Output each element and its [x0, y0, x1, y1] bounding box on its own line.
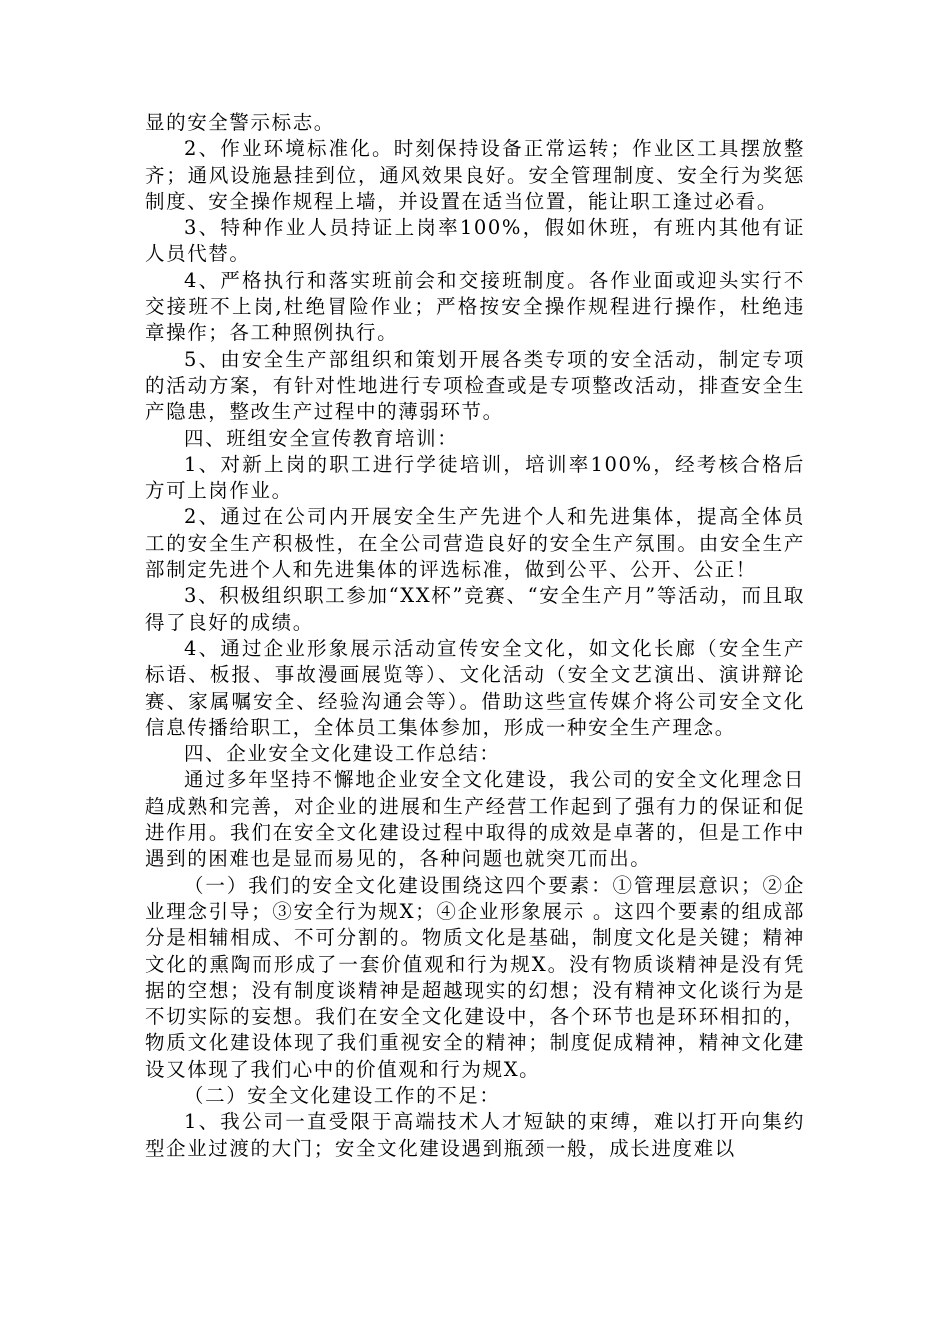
paragraph-work-environment: 2、作业环境标准化。时刻保持设备正常运转；作业区工具摆放整齐；通风设施悬挂到位，通风效果良好。安全管理制度、安全行为奖惩制度、安全操作规程上墙，并设置在适当位置，能让职工逢过必看。 [145, 137, 805, 213]
paragraph-shift-handover: 4、严格执行和落实班前会和交接班制度。各作业面或迎头实行不交接班不上岗,杜绝冒险作业；严格按安全操作规程进行操作，杜绝违章操作；各工种照例执行。 [145, 268, 805, 345]
subheading-shortcomings: （二）安全文化建设工作的不足： [184, 1083, 501, 1107]
paragraph-summary-intro: 通过多年坚持不懈地企业安全文化建设，我公司的安全文化理念日趋成熟和完善，对企业的进展和生产经营工作起到了强有力的保证和促进作用。我们在安全文化建设过程中取得的成效是卓著的，但是工作中遇到的困难也是显而易见的，各种问题也就突兀而出。 [145, 768, 805, 871]
paragraph-special-operators: 3、特种作业人员持证上岗率100%，假如休班，有班内其他有证人员代替。 [145, 216, 805, 266]
paragraph-talent-shortage: 1、我公司一直受限于高端技术人才短缺的束缚，难以打开向集约型企业过渡的大门；安全文化建设遇到瓶颈一般，成长进度难以 [145, 1110, 805, 1160]
paragraph-advanced-individuals: 2、通过在公司内开展安全生产先进个人和先进集体，提高全体员工的安全生产积极性，在全公司营造良好的安全生产氛围。由安全生产部制定先进个人和先进集体的评选标准，做到公平、公开、公正！ [145, 505, 805, 582]
paragraph-safety-signs-end: 显的安全警示标志。 [145, 111, 335, 134]
paragraph-four-elements: （一）我们的安全文化建设围绕这四个要素：①管理层意识；②企业理念引导；③安全行为规X；④企业形象展示 。这四个要素的组成部分是相辅相成、不可分割的。物质文化是基础，制度文化是关键；精神文化的熏陶而形成了一套价值观和行为规X。没有物质谈精神是没有凭据的空想；没有制度谈精神是超越现实的幻想；没有精神文化谈行为是不切实际的妄想。我们在安全文化建设中，各个环节也是环环相扣的，物质文化建设体现了我们重视安全的精神；制度促成精神，精神文化建设又体现了我们心中的价值观和行为规X。 [145, 873, 805, 1081]
paragraph-competitions: 3、积极组织职工参加“XX杯”竞赛、“安全生产月”等活动，而且取得了良好的成绩。 [145, 584, 805, 634]
paragraph-apprentice-training: 1、对新上岗的职工进行学徒培训，培训率100%，经考核合格后方可上岗作业。 [145, 452, 805, 503]
section-heading-training: 四、班组安全宣传教育培训： [184, 426, 459, 450]
paragraph-corporate-image: 4、通过企业形象展示活动宣传安全文化，如文化长廊（安全生产标语、板报、事故漫画展览等）、文化活动（安全文艺演出、演讲辩论赛、家属嘱安全、经验沟通会等）。借助这些宣传媒介将公司安全文化信息传播给职工，全体员工集体参加，形成一种安全生产理念。 [145, 636, 805, 739]
paragraph-special-activities: 5、由安全生产部组织和策划开展各类专项的安全活动，制定专项的活动方案，有针对性地进行专项检查或是专项整改活动，排查安全生产隐患，整改生产过程中的薄弱环节。 [145, 347, 805, 424]
section-heading-summary: 四、企业安全文化建设工作总结： [184, 742, 501, 766]
document-body [145, 110, 805, 1162]
